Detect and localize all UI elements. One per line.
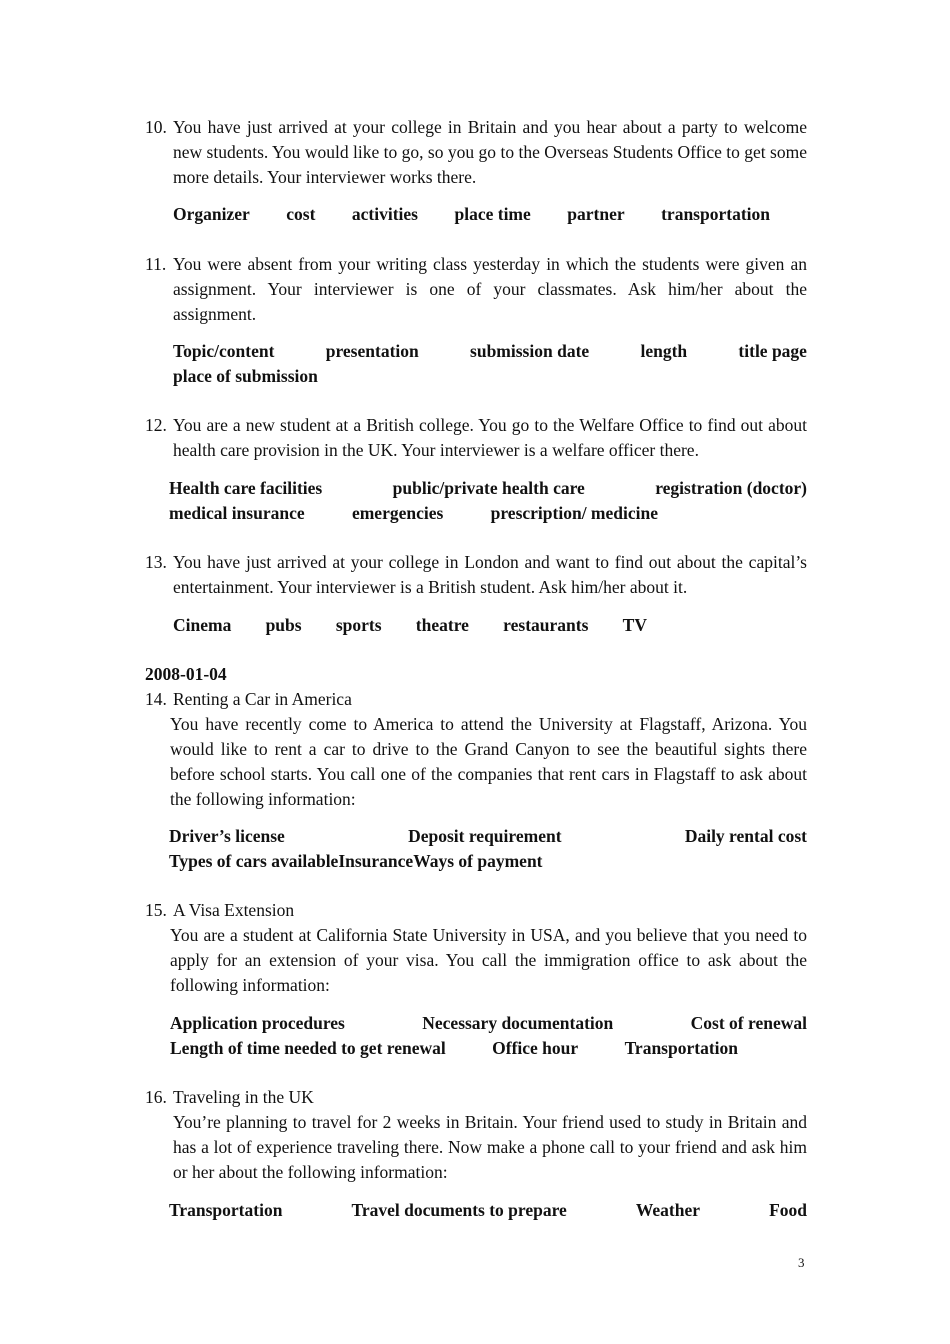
keywords-11-row1 xyxy=(173,339,807,364)
keywords-11-row2 xyxy=(173,364,318,389)
keyword: partner xyxy=(567,204,625,224)
item-text: You were absent from your writing class yesterday in which the students were given an assignment. Your interviewer is one of your classmates. Ask him/her about the assignment. xyxy=(173,254,807,324)
keyword: Length of time needed to get renewal xyxy=(170,1038,446,1058)
keyword: Application procedures xyxy=(170,1013,345,1033)
keywords-12-row2 xyxy=(169,501,658,526)
keyword: Cinema xyxy=(173,615,232,635)
keyword: TV xyxy=(622,615,647,635)
date-heading: 2008-01-04 xyxy=(145,664,227,684)
item-16 xyxy=(145,1085,807,1185)
keyword: Types of cars available xyxy=(169,851,339,871)
keyword: prescription/ medicine xyxy=(490,503,658,523)
keywords-15-row1 xyxy=(170,1011,807,1036)
keyword: Travel documents to prepare xyxy=(351,1200,567,1220)
item-text: You have just arrived at your college in London and want to find out about the capital’s entertainment. Your interviewer is a British student. Ask him/her about it. xyxy=(173,552,807,597)
keyword: activities xyxy=(351,204,418,224)
keyword: registration (doctor) xyxy=(655,478,807,498)
item-11 xyxy=(145,252,807,327)
keyword: title page xyxy=(738,341,807,361)
item-number: 11. xyxy=(145,254,167,274)
item-10 xyxy=(145,115,807,190)
keyword: pubs xyxy=(265,615,302,635)
keywords-16 xyxy=(169,1198,807,1223)
item-12 xyxy=(145,413,807,463)
keyword: Transportation xyxy=(624,1038,738,1058)
keyword: restaurants xyxy=(503,615,589,635)
keyword: Health care facilities xyxy=(169,478,323,498)
keyword: sports xyxy=(335,615,382,635)
keywords-14-row2 xyxy=(169,849,543,874)
item-text: You have just arrived at your college in Britain and you hear about a party to welcome new students. You would like to go, so you go to the Overseas Students Office to get some more details. Your interviewer works there. xyxy=(173,117,807,187)
keyword: Driver’s license xyxy=(169,826,285,846)
keywords-12-row1 xyxy=(169,476,807,501)
item-15 xyxy=(145,898,807,998)
keyword: Deposit requirement xyxy=(408,826,562,846)
item-text: You’re planning to travel for 2 weeks in Britain. Your friend used to study in Britain and has a lot of experience traveling there. Now make a phone call to your friend and ask him or her about the following information: xyxy=(173,1112,807,1182)
keyword: Food xyxy=(769,1200,807,1220)
keyword: submission date xyxy=(470,341,590,361)
keyword: Necessary documentation xyxy=(422,1013,614,1033)
keyword: public/private health care xyxy=(392,478,585,498)
keywords-10 xyxy=(173,202,770,227)
keyword: Ways of payment xyxy=(413,851,543,871)
keyword: Cost of renewal xyxy=(690,1013,807,1033)
keywords-14-row1 xyxy=(169,824,807,849)
item-title: Renting a Car in America xyxy=(173,689,352,709)
item-title: Traveling in the UK xyxy=(173,1087,314,1107)
keywords-13 xyxy=(173,613,647,638)
item-number: 16. xyxy=(145,1087,167,1107)
item-13 xyxy=(145,550,807,600)
keyword: Organizer xyxy=(173,204,250,224)
keyword: Topic/content xyxy=(173,341,275,361)
keyword: place of submission xyxy=(173,366,318,386)
keyword: medical insurance xyxy=(169,503,305,523)
keyword: place time xyxy=(454,204,531,224)
item-text: You have recently come to America to attend the University at Flagstaff, Arizona. You would like to rent a car to drive to the Grand Canyon to see the beautiful sights there before school starts. You call one of the companies that rent cars in Flagstaff to ask about the following information: xyxy=(170,714,807,809)
item-number: 10. xyxy=(145,117,167,137)
item-number: 13. xyxy=(145,552,167,572)
item-title: A Visa Extension xyxy=(173,900,295,920)
item-14 xyxy=(145,687,807,812)
keyword: Transportation xyxy=(169,1200,283,1220)
item-number: 15. xyxy=(145,900,167,920)
keyword: theatre xyxy=(415,615,469,635)
keyword: Daily rental cost xyxy=(684,826,807,846)
keyword: Office hour xyxy=(492,1038,579,1058)
page-number: 3 xyxy=(798,1255,805,1270)
keyword: cost xyxy=(286,204,316,224)
keyword: presentation xyxy=(325,341,419,361)
keyword: transportation xyxy=(661,204,770,224)
keyword: Insurance xyxy=(338,851,414,871)
item-text: You are a student at California State University in USA, and you believe that you need to apply for an extension of your visa. You call the immigration office to ask about the following information: xyxy=(170,925,807,995)
item-text: You are a new student at a British college. You go to the Welfare Office to find out about health care provision in the UK. Your interviewer is a welfare officer there. xyxy=(173,415,807,460)
item-number: 12. xyxy=(145,415,167,435)
keyword: length xyxy=(640,341,688,361)
keywords-15-row2 xyxy=(170,1036,738,1061)
keyword: emergencies xyxy=(351,503,444,523)
item-number: 14. xyxy=(145,689,167,709)
keyword: Weather xyxy=(635,1200,701,1220)
